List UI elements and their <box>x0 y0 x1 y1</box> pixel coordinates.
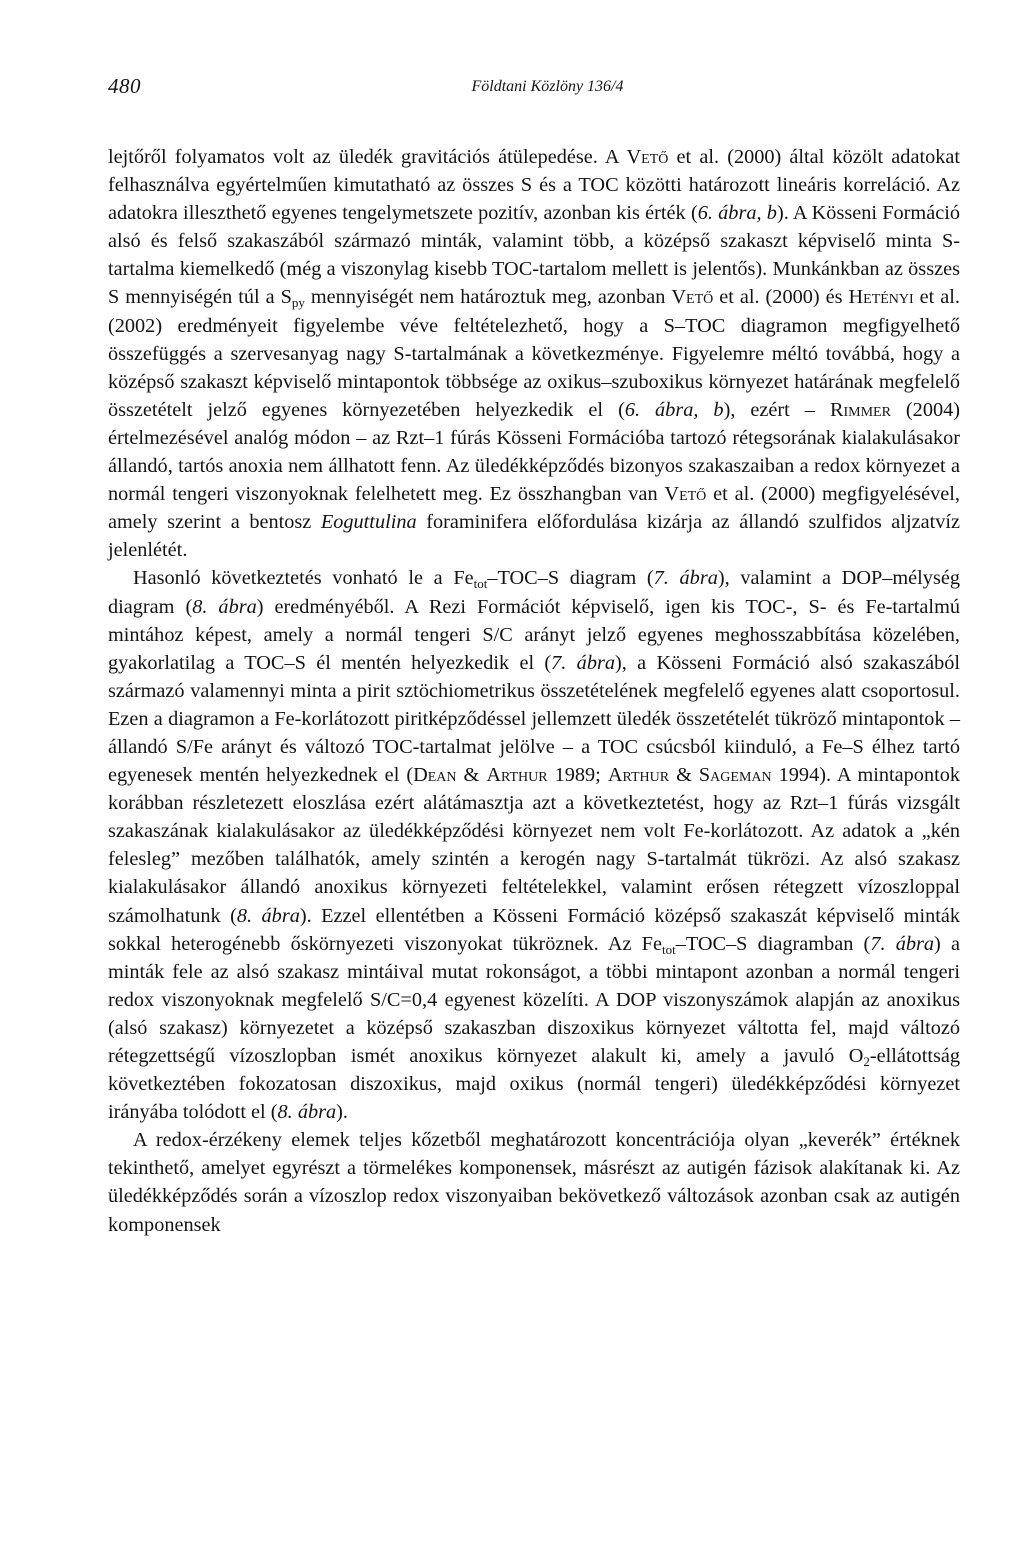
figure-reference: 6. ábra, b <box>697 202 777 225</box>
page-number: 480 <box>108 74 141 98</box>
author-name: Rimmer <box>829 398 891 421</box>
figure-reference: 7. ábra <box>653 567 718 590</box>
author-name: Sageman <box>698 764 772 787</box>
paragraph-1: lejtőről folyamatos volt az üledék gravitációs átülepedése. A Vető et al. (2000) által közölt adatokat felhasználva egyértelműen kimutatható az összes S és a TOC közötti határozott lineáris korreláció. Az adatokra illeszthető egyenes tengelymetszete pozitív, azonban kis érték (6. ábra, b). A Kösseni Formáció alsó és felső szakaszából származó minták, valamint több, a középső szakaszt képviselő minta S-tartalma kiemelkedő (még a viszonylag kisebb TOC-tartalom mellett is jelentős). Munkánkban az összes S mennyiségén túl a $S_{py}$ mennyiségét nem határoztuk meg, azonban Vető et al. (2000) és Hetényi et al. (2002) eredményeit figyelembe véve feltételezhető, hogy a S–TOC diagramon megfigyelhető összefüggés a szervesanyag nagy S-tartalmának a következménye. Figyelemre méltó továbbá, hogy a középső szakaszt képviselő mintapontok többsége az oxikus–szuboxikus környezet határának megfelelő összetételt jelző egyenes környezetében helyezkedik el (6. ábra, b), ezért – Rimmer (2004) értelmezésével analóg módon – az Rzt–1 fúrás Kösseni Formációba tartozó rétegsorának kialakulásakor állandó, tartós anoxia nem állhatott fenn. Az üledékképződés bizonyos szakaszaiban a redox környezet a normál tengeri viszonyoknak felelhetett meg. Ez összhangban van Vető et al. (2000) megfigyelésével, amely szerint a bentosz Eoguttulina foraminifera előfordulása kizárja az állandó szulfidos aljzatvíz jelenlétét. <box>108 146 960 562</box>
author-name: Arthur <box>607 764 670 787</box>
author-name: Dean <box>413 764 457 787</box>
author-name: Vető <box>626 146 669 168</box>
author-name: Vető <box>664 483 707 506</box>
page-header <box>108 74 957 106</box>
subscript: py <box>291 295 305 311</box>
author-name: Hetényi <box>848 286 914 309</box>
author-name: Vető <box>671 286 714 309</box>
running-title: Földtani Közlöny 136/4 <box>471 78 624 95</box>
figure-reference: 8. ábra <box>192 595 257 618</box>
subscript: tot <box>661 941 676 957</box>
body-text <box>108 143 960 1239</box>
figure-reference: Eoguttulina <box>320 511 417 534</box>
subscript: tot <box>473 576 488 592</box>
subscript: 2 <box>863 1054 870 1069</box>
figure-reference: 6. ábra, b <box>624 398 724 421</box>
paragraph-3: A redox-érzékeny elemek teljes kőzetből meghatározott koncentrációja olyan „keverék” értéknek tekinthető, amelyet egyrészt a törmelékes komponensek, másrészt az autigén fázisok alakítanak ki. Az üledékképződés során a vízoszlop redox viszonyaiban bekövetkező változások azonban csak az autigén komponensek <box>108 1129 960 1236</box>
figure-reference: 7. ábra <box>870 932 935 955</box>
paragraph-2: Hasonló következtetés vonható le a $Fe_{tot}-TOC-S$ diagram (7. ábra), valamint a DOP–mélység diagram (8. ábra) eredményéből. A Rezi Formációt képviselő, igen kis TOC-, S- és Fe-tartalmú mintához képest, amely a normál tengeri S/C arányt jelző egyenes meghosszabbítása közelében, gyakorlatilag a TOC–S él mentén helyezkedik el (7. ábra), a Kösseni Formáció alsó szakaszából származó valamennyi minta a pirit sztöchiometrikus összetételének megfelelő egyenes alatt csoportosul. Ezen a diagramon a Fe-korlátozott piritképződéssel jellemzett üledék összetételét tükröző mintapontok – állandó S/Fe arányt és változó TOC-tartalmat jelölve – a TOC csúcsból kiinduló, a Fe–S élhez tartó egyenesek mentén helyezkednek el (Dean & Arthur 1989; Arthur & Sageman 1994). A mintapontok korábban részletezett eloszlása ezért alátámasztja azt a következtetést, hogy az Rzt–1 fúrás vizsgált szakaszának kialakulásakor az üledékképződési környezet nem volt Fe-korlátozott. Az adatok a „kén felesleg” mezőben találhatók, amely szintén a kerogén nagy S-tartalmát tükrözi. Az alsó szakasz kialakulásakor állandó anoxikus környezeti feltételekkel, valamint erősen rétegzett vízoszloppal számolhatunk (8. ábra). Ezzel ellentétben a Kösseni Formáció középső szakaszát képviselő minták sokkal heterogénebb őskörnyezeti viszonyokat tükröznek. Az $Fe_{tot}-TOC-S$ diagramban (7. ábra) a minták fele az alsó szakasz mintáival mutat rokonságot, a többi mintapont azonban a normál tengeri redox viszonyoknak megfelelő S/C=0,4 egyenest közelíti. A DOP viszonyszámok alapján az anoxikus (alsó szakasz) környezetet a középső szakaszban diszoxikus környezet váltotta fel, majd változó rétegzettségű vízoszlopban ismét anoxikus környezet alakult ki, amely a javuló $O_2$-ellátottság következtében fokozatosan diszoxikus, majd oxikus (normál tengeri) üledékképződési környezet irányába tolódott el (8. ábra). <box>108 567 961 1124</box>
figure-reference: 8. ábra <box>277 1101 337 1124</box>
figure-reference: 8. ábra <box>236 904 300 927</box>
author-name: Arthur <box>486 764 548 787</box>
figure-reference: 7. ábra <box>551 651 615 674</box>
